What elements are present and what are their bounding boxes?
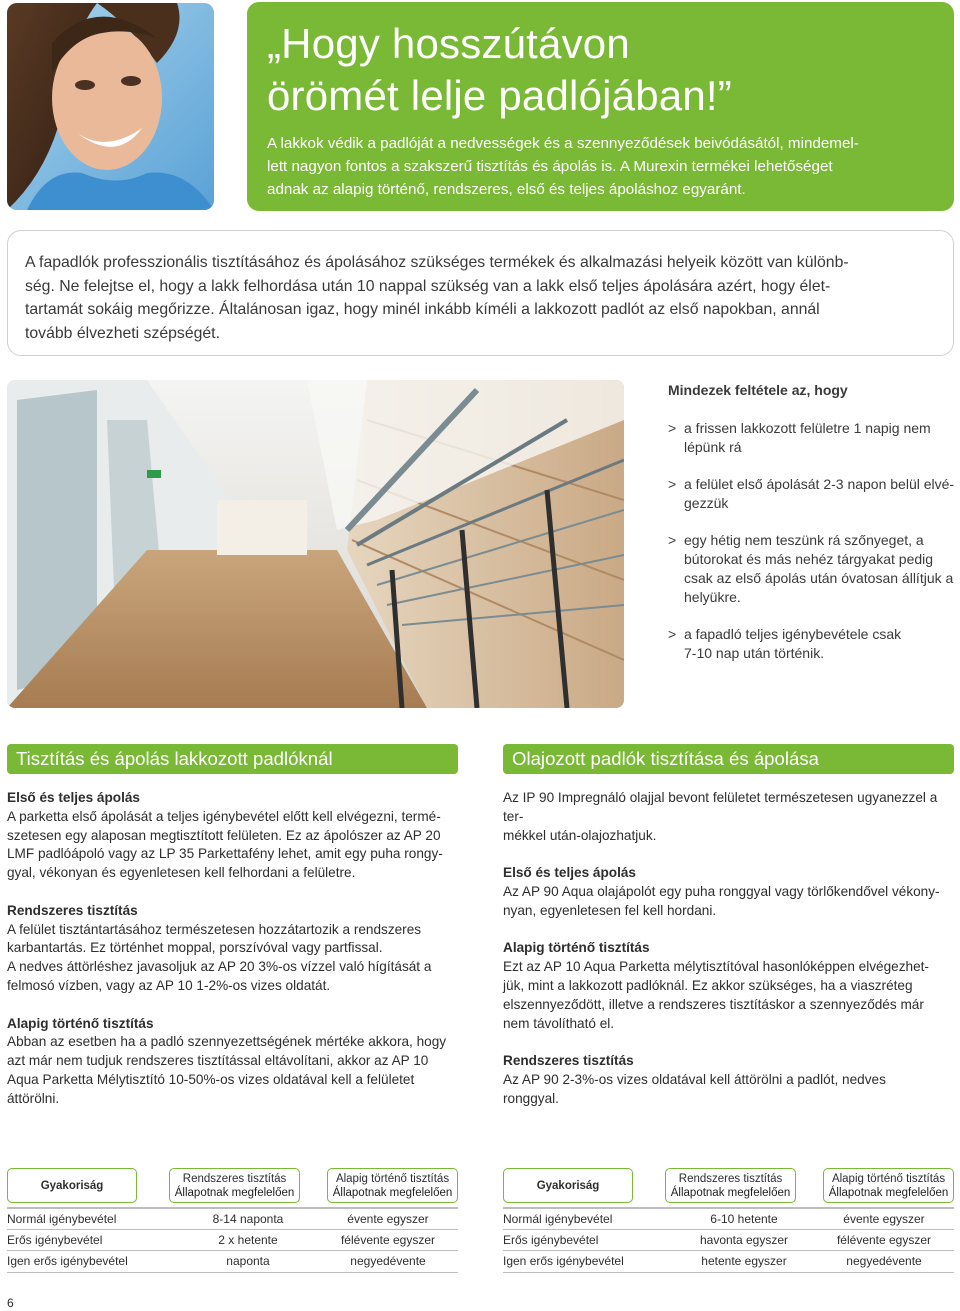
table-body xyxy=(7,1207,458,1273)
lacquered-floor-section xyxy=(7,744,458,1127)
page-number: 6 xyxy=(7,1296,14,1310)
section-header: Olajozott padlók tisztítása és ápolása xyxy=(503,744,954,774)
table-row: Normál igénybevétel 6-10 hetente évente egyszer xyxy=(503,1208,954,1230)
headline-box xyxy=(247,2,954,211)
intro-paragraph: A fapadlók professzionális tisztításához és ápolásához szükséges termékek és alkalmazási helyeik között van különb- ség. Ne felejtse el, hogy a lakk felhordása után 10 nappal szükség van a lakk első teljes ápolására azért, hogy élet- tartamát sokáig megőrizze. Általánosan igaz, hogy minél inkább kíméli a lakkozott padlót az első napokban, annál tovább élvezheti szépségét. xyxy=(25,254,849,342)
column-header: Rendszeres tisztítás Állapotnak megfelelően xyxy=(169,1168,300,1203)
oiled-floor-section xyxy=(503,744,954,1127)
section-block: Alapig történő tisztítás Abban az esetben ha a padló szennyezettségének mértéke akkora, hogy azt már nem tudjuk rendszeres tisztítással eltávolítani, akkor az AP 10 Aqua Parketta Mélytisztító 10-50%-os vizes oldatával kell a felületet áttörölni. xyxy=(7,1015,458,1109)
block-title: Rendszeres tisztítás xyxy=(503,1053,634,1069)
column-header: Gyakoriság xyxy=(503,1168,633,1203)
section-block: Rendszeres tisztítás Az AP 90 2-3%-os vizes oldatával kell áttörölni a padlót, nedves ronggyal. xyxy=(503,1052,954,1108)
section-block: Első és teljes ápolás Az AP 90 Aqua olajápolót egy puha ronggyal vagy törlőkendővel vékony- nyan, egyenletesen fel kell hordani. xyxy=(503,864,954,920)
block-title: Alapig történő tisztítás xyxy=(7,1015,154,1031)
headline-intro: A lakkok védik a padlóját a nedvességek és a szennyeződések beivódásától, mindemel- lett nagyon fontos a szakszerű tisztítás és ápolás is. A Murexin termékei lehetőséget adnak az alapig történő, rendszeres, első és teljes ápoláshoz egyaránt. xyxy=(267,135,859,198)
woman-photo xyxy=(7,3,214,210)
condition-item: > a fapadló teljes igénybevétele csak 7-10 nap után történik. xyxy=(668,626,902,661)
bullet-arrow-icon: > xyxy=(668,626,677,642)
table-row: Igen erős igénybevétel naponta negyedévente xyxy=(7,1251,458,1273)
table-body xyxy=(503,1207,954,1273)
lacquered-frequency-table xyxy=(7,1168,458,1273)
section-block: Rendszeres tisztítás A felület tisztántartásához természetesen hozzátartozik a rendszeres karbantartás. Ez történhet moppal, porszívóval vagy partfissal. A nedves áttörléshez javasoljuk az AP 20 3%-os vízzel való hígítását a felmosó vízben, vagy az AP 10 1-2%-os vizes oldatát. xyxy=(7,902,458,996)
section-block: Első és teljes ápolás A parketta első ápolását a teljes igénybevétel előtt kell elvégezni, termé- szetesen egy alaposan megtisztított felületen. Ez az ápolószer az AP 20 LMF padlóápoló vagy az LP 35 Parkettafény lehet, amit egy puha rongy- gyal, vékonyan és egyenletesen kell felhordani a felületre. xyxy=(7,789,458,883)
table-header xyxy=(7,1168,458,1203)
conditions-title: Mindezek feltétele az, hogy xyxy=(668,382,848,398)
column-header: Alapig történő tisztítás Állapotnak megfelelően xyxy=(823,1168,954,1203)
table-header xyxy=(503,1168,954,1203)
table-row: Igen erős igénybevétel hetente egyszer negyedévente xyxy=(503,1251,954,1273)
condition-item: > egy hétig nem teszünk rá szőnyeget, a bútorokat és más nehéz tárgyakat pedig csak az első ápolás után óvatosan állítjuk a helyükre. xyxy=(668,532,954,605)
block-title: Rendszeres tisztítás xyxy=(7,902,138,918)
condition-item: > a frissen lakkozott felületre 1 napig nem lépünk rá xyxy=(668,420,931,455)
table-row: Erős igénybevétel 2 x hetente félévente egyszer xyxy=(7,1230,458,1252)
section-header: Tisztítás és ápolás lakkozott padlóknál xyxy=(7,744,458,774)
bullet-arrow-icon: > xyxy=(668,476,677,492)
bullet-arrow-icon: > xyxy=(668,532,677,548)
block-title: Első és teljes ápolás xyxy=(7,790,140,805)
headline: „Hogy hosszútávon örömét lelje padlójában!” xyxy=(267,20,732,119)
column-header: Gyakoriság xyxy=(7,1168,137,1203)
bullet-arrow-icon: > xyxy=(668,420,677,436)
block-title: Első és teljes ápolás xyxy=(503,865,636,881)
section-intro: Az IP 90 Impregnáló olajjal bevont felületet természetesen ugyanezzel a ter- mékkel után-olajozhatjuk. xyxy=(503,790,938,843)
conditions-list xyxy=(668,381,958,681)
condition-item: > a felület első ápolását 2-3 napon belül elvé- gezzük xyxy=(668,476,955,511)
intro-paragraph-box xyxy=(7,230,954,356)
column-header: Rendszeres tisztítás Állapotnak megfelelően xyxy=(665,1168,796,1203)
table-row: Erős igénybevétel havonta egyszer félévente egyszer xyxy=(503,1230,954,1252)
oiled-frequency-table xyxy=(503,1168,954,1273)
block-title: Alapig történő tisztítás xyxy=(503,940,650,956)
section-block: Alapig történő tisztítás Ezt az AP 10 Aqua Parketta mélytisztítóval hasonlóképpen elvégezhet- jük, mint a lakkozott padlóknál. Ez akkor szükséges, ha a viaszréteg elszennyeződött, illetve a rendszeres tisztításkor a szennyeződés már nem távolítható el. xyxy=(503,939,954,1033)
corridor-photo xyxy=(7,380,624,708)
table-row: Normál igénybevétel 8-14 naponta évente egyszer xyxy=(7,1208,458,1230)
column-header: Alapig történő tisztítás Állapotnak megfelelően xyxy=(327,1168,458,1203)
